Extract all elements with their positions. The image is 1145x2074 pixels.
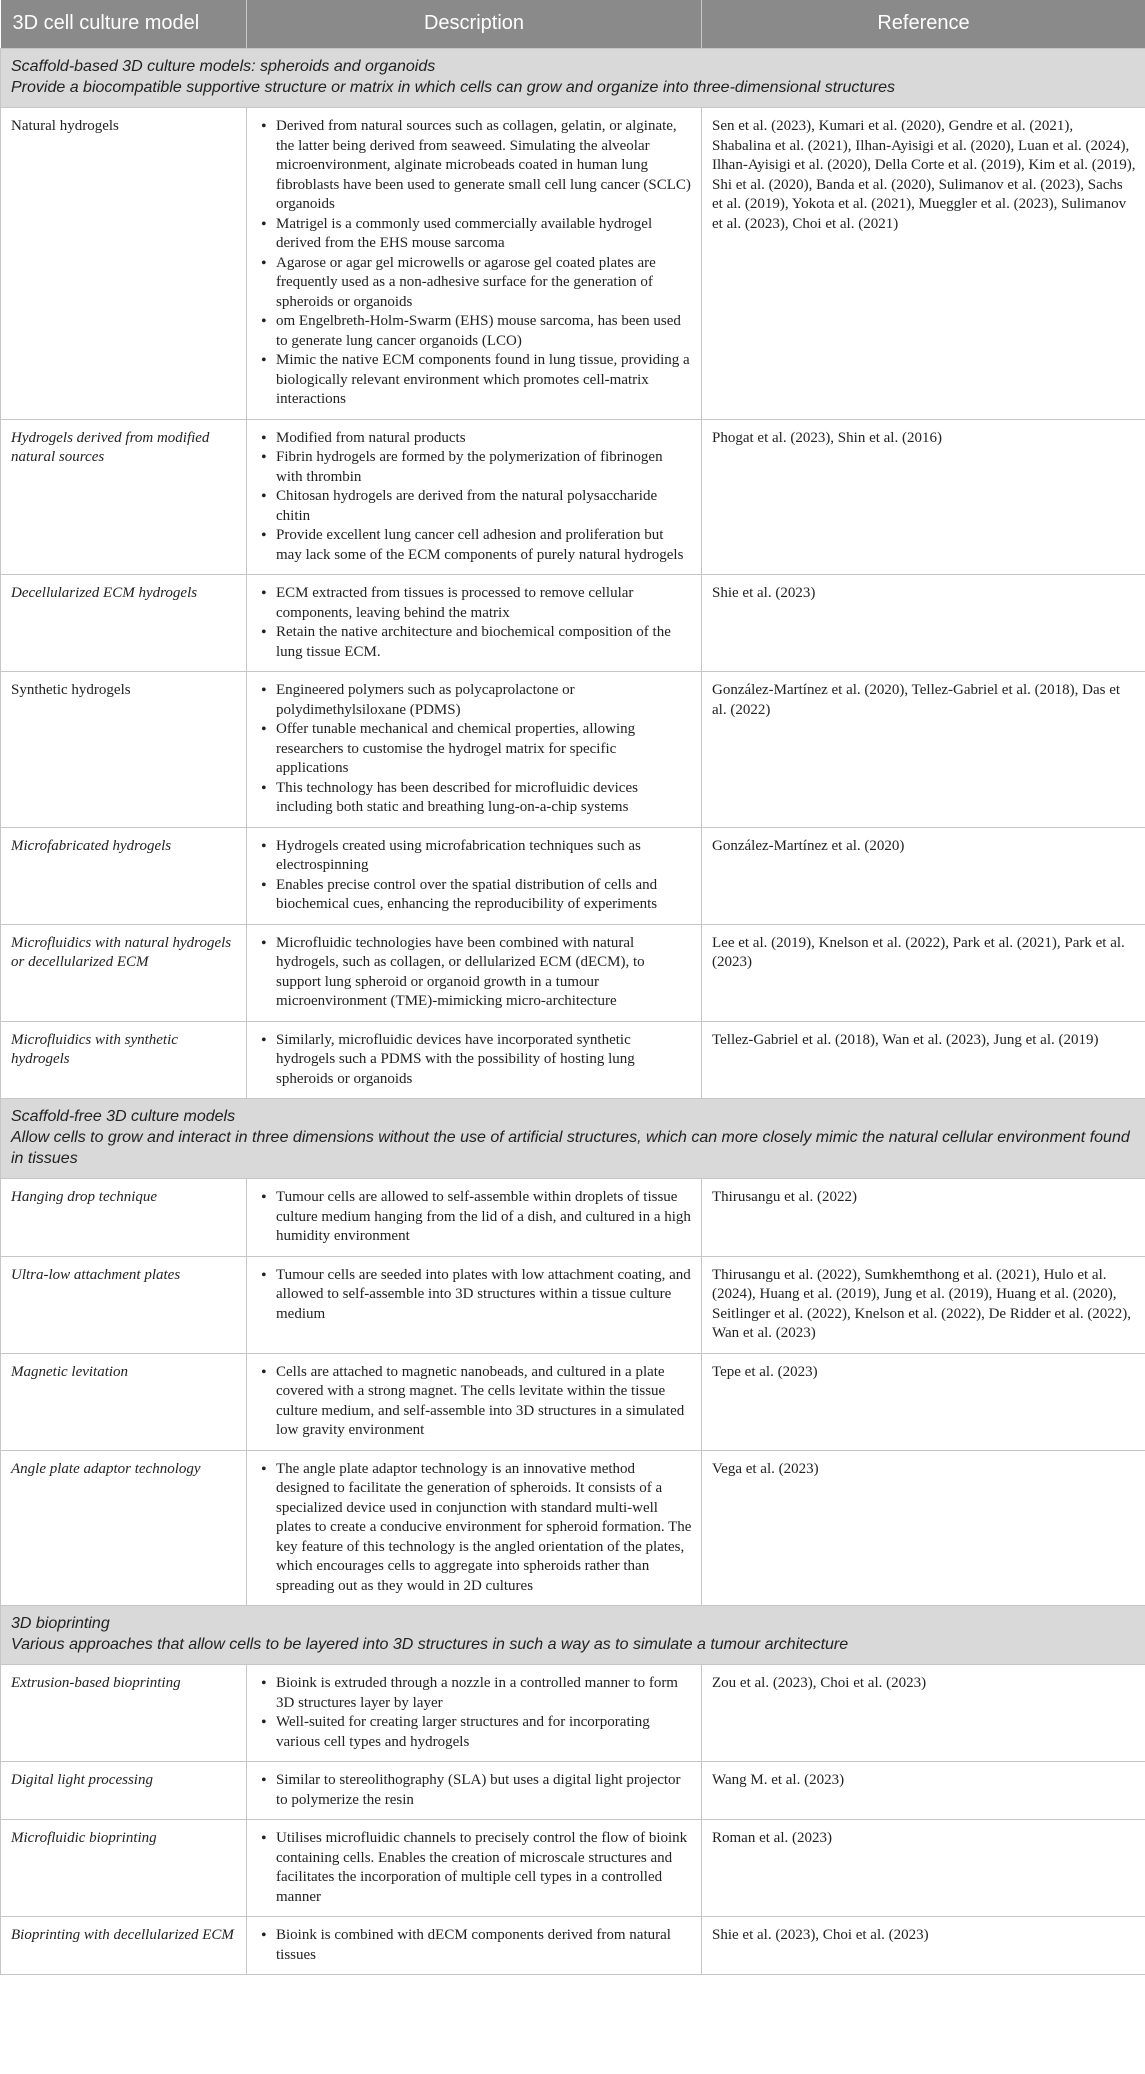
bullet-item: • Tumour cells are allowed to self-assemble within droplets of tissue culture medium hanging from the lid of a dish, and cultured in a high humidity environment (261, 1188, 692, 1247)
model-name: Synthetic hydrogels (1, 672, 247, 828)
table-row (1, 108, 1145, 420)
bullet-item: • Retain the native architecture and biochemical composition of the lung tissue ECM. (261, 623, 692, 662)
model-name: Hanging drop technique (1, 1179, 247, 1257)
description-cell (247, 827, 702, 924)
table-body (1, 49, 1145, 1975)
section-header (1, 49, 1145, 108)
table-row (1, 1762, 1145, 1820)
bullet-list (259, 1926, 692, 1965)
reference-cell: Lee et al. (2019), Knelson et al. (2022), Park et al. (2021), Park et al. (2023) (702, 924, 1145, 1021)
reference-cell: Vega et al. (2023) (702, 1450, 1145, 1606)
description-cell (247, 1665, 702, 1762)
bullet-item: • Cells are attached to magnetic nanobeads, and cultured in a plate covered with a strong magnet. The cells levitate within the tissue culture medium, and self-assemble into 3D structures in a simulated low gravity environment (261, 1363, 692, 1441)
bullet-list (259, 934, 692, 1012)
bullet-item: • Bioink is extruded through a nozzle in a controlled manner to form 3D structures layer by layer (261, 1674, 692, 1713)
model-name: Microfluidic bioprinting (1, 1820, 247, 1917)
description-cell (247, 1917, 702, 1975)
bullet-item: • Well-suited for creating larger structures and for incorporating various cell types and hydrogels (261, 1713, 692, 1752)
bullet-item: • Agarose or agar gel microwells or agarose gel coated plates are frequently used as a non-adhesive surface for the generation of spheroids or organoids (261, 254, 692, 313)
model-name: Microfluidics with natural hydrogels or decellularized ECM (1, 924, 247, 1021)
header-model: 3D cell culture model (1, 0, 247, 49)
description-cell (247, 924, 702, 1021)
section-description: Allow cells to grow and interact in three dimensions without the use of artificial structures, which can more closely mimic the natural cellular environment found in tissues (11, 1129, 1130, 1167)
bullet-list (259, 1771, 692, 1810)
header-description: Description (247, 0, 702, 49)
section-header-row (1, 1099, 1145, 1179)
bullet-list (259, 1460, 692, 1597)
header-row (1, 0, 1145, 49)
bullet-item: • Similar to stereolithography (SLA) but uses a digital light projector to polymerize the resin (261, 1771, 692, 1810)
description-cell (247, 1179, 702, 1257)
bullet-item: • Engineered polymers such as polycaprolactone or polydimethylsiloxane (PDMS) (261, 681, 692, 720)
section-header (1, 1099, 1145, 1179)
table-row (1, 1256, 1145, 1353)
description-cell (247, 1353, 702, 1450)
table-row (1, 1917, 1145, 1975)
bullet-item: • Tumour cells are seeded into plates with low attachment coating, and allowed to self-assemble into 3D structures within a tissue culture medium (261, 1266, 692, 1325)
bullet-list (259, 837, 692, 915)
bullet-item: • Similarly, microfluidic devices have incorporated synthetic hydrogels such a PDMS with the possibility of hosting lung spheroids or organoids (261, 1031, 692, 1090)
bullet-item: • Fibrin hydrogels are formed by the polymerization of fibrinogen with thrombin (261, 448, 692, 487)
section-title: 3D bioprinting (11, 1615, 110, 1632)
description-cell (247, 1021, 702, 1099)
reference-cell: González-Martínez et al. (2020) (702, 827, 1145, 924)
reference-cell: Roman et al. (2023) (702, 1820, 1145, 1917)
bullet-list (259, 1031, 692, 1090)
bullet-list (259, 1829, 692, 1907)
bullet-item: • Provide excellent lung cancer cell adhesion and proliferation but may lack some of the ECM components of purely natural hydrogels (261, 526, 692, 565)
bullet-item: • The angle plate adaptor technology is an innovative method designed to facilitate the generation of spheroids. It consists of a specialized device used in conjunction with standard multi-well plates to create a conducive environment for spheroid formation. The key feature of this technology is the angled orientation of the plates, which encourages cells to aggregate into spheroids rather than spreading out as they would in 2D cultures (261, 1460, 692, 1597)
section-title: Scaffold-free 3D culture models (11, 1108, 236, 1125)
bullet-item: • Matrigel is a commonly used commercially available hydrogel derived from the EHS mouse sarcoma (261, 215, 692, 254)
reference-cell: Zou et al. (2023), Choi et al. (2023) (702, 1665, 1145, 1762)
table-row (1, 1665, 1145, 1762)
bullet-list (259, 584, 692, 662)
reference-cell: Phogat et al. (2023), Shin et al. (2016) (702, 419, 1145, 575)
reference-cell: Tepe et al. (2023) (702, 1353, 1145, 1450)
model-name: Extrusion-based bioprinting (1, 1665, 247, 1762)
reference-cell: González-Martínez et al. (2020), Tellez-Gabriel et al. (2018), Das et al. (2022) (702, 672, 1145, 828)
bullet-list (259, 1363, 692, 1441)
reference-cell: Sen et al. (2023), Kumari et al. (2020), Gendre et al. (2021), Shabalina et al. (2021), Ilhan-Ayisigi et al. (2020), Luan et al. (2024), Ilhan-Ayisigi et al. (2020), Della Corte et al. (2019), Kim et al. (2019), Shi et al. (2020), Banda et al. (2020), Sulimanov et al. (2023), Sachs et al. (2019), Yokota et al. (2021), Mueggler et al. (2023), Sulimanov et al. (2023), Choi et al. (2021) (702, 108, 1145, 420)
section-description: Various approaches that allow cells to be layered into 3D structures in such a way as to simulate a tumour architecture (11, 1636, 849, 1653)
section-header-row (1, 49, 1145, 108)
description-cell (247, 1256, 702, 1353)
section-header-row (1, 1606, 1145, 1665)
model-name: Hydrogels derived from modified natural sources (1, 419, 247, 575)
table-row (1, 672, 1145, 828)
reference-cell: Tellez-Gabriel et al. (2018), Wan et al. (2023), Jung et al. (2019) (702, 1021, 1145, 1099)
header-reference: Reference (702, 0, 1145, 49)
reference-cell: Wang M. et al. (2023) (702, 1762, 1145, 1820)
bullet-item: • Enables precise control over the spatial distribution of cells and biochemical cues, enhancing the reproducibility of experiments (261, 876, 692, 915)
reference-cell: Shie et al. (2023), Choi et al. (2023) (702, 1917, 1145, 1975)
bullet-item: • Hydrogels created using microfabrication techniques such as electrospinning (261, 837, 692, 876)
description-cell (247, 1820, 702, 1917)
description-cell (247, 575, 702, 672)
model-name: Bioprinting with decellularized ECM (1, 1917, 247, 1975)
model-name: Digital light processing (1, 1762, 247, 1820)
table-row (1, 575, 1145, 672)
bullet-item: • Bioink is combined with dECM components derived from natural tissues (261, 1926, 692, 1965)
model-name: Natural hydrogels (1, 108, 247, 420)
description-cell (247, 672, 702, 828)
bullet-list (259, 429, 692, 566)
reference-cell: Shie et al. (2023) (702, 575, 1145, 672)
table-row (1, 1179, 1145, 1257)
table-row (1, 924, 1145, 1021)
table-row (1, 1820, 1145, 1917)
bullet-list (259, 1266, 692, 1325)
model-name: Microfabricated hydrogels (1, 827, 247, 924)
reference-cell: Thirusangu et al. (2022), Sumkhemthong et al. (2021), Hulo et al. (2024), Huang et al. (2019), Jung et al. (2019), Huang et al. (2020), Seitlinger et al. (2022), Knelson et al. (2022), De Ridder et al. (2022), Wan et al. (2023) (702, 1256, 1145, 1353)
bullet-item: • This technology has been described for microfluidic devices including both static and breathing lung-on-a-chip systems (261, 779, 692, 818)
bullet-list (259, 1674, 692, 1752)
reference-cell: Thirusangu et al. (2022) (702, 1179, 1145, 1257)
model-name: Angle plate adaptor technology (1, 1450, 247, 1606)
bullet-item: • Chitosan hydrogels are derived from the natural polysaccharide chitin (261, 487, 692, 526)
bullet-item: • Derived from natural sources such as collagen, gelatin, or alginate, the latter being derived from seaweed. Simulating the alveolar microenvironment, alginate microbeads coated in human lung fibroblasts have been used to generate small cell lung cancer (SCLC) organoids (261, 117, 692, 215)
bullet-list (259, 117, 692, 410)
model-name: Magnetic levitation (1, 1353, 247, 1450)
bullet-item: • Mimic the native ECM components found in lung tissue, providing a biologically relevant environment which promotes cell-matrix interactions (261, 351, 692, 410)
bullet-list (259, 681, 692, 818)
description-cell (247, 419, 702, 575)
bullet-item: • Modified from natural products (261, 429, 692, 449)
description-cell (247, 108, 702, 420)
bullet-item: • om Engelbreth-Holm-Swarm (EHS) mouse sarcoma, has been used to generate lung cancer organoids (LCO) (261, 312, 692, 351)
table-row (1, 1021, 1145, 1099)
section-description: Provide a biocompatible supportive structure or matrix in which cells can grow and organize into three-dimensional structures (11, 79, 895, 96)
table-row (1, 1353, 1145, 1450)
bullet-item: • Microfluidic technologies have been combined with natural hydrogels, such as collagen, or dellularized ECM (dECM), to support lung spheroid or organoid growth in a tumour microenvironment (TME)-mimicking micro-architecture (261, 934, 692, 1012)
table-row (1, 827, 1145, 924)
description-cell (247, 1762, 702, 1820)
section-title: Scaffold-based 3D culture models: spheroids and organoids (11, 58, 436, 75)
table-row (1, 1450, 1145, 1606)
model-name: Decellularized ECM hydrogels (1, 575, 247, 672)
bullet-item: • ECM extracted from tissues is processed to remove cellular components, leaving behind the matrix (261, 584, 692, 623)
model-name: Microfluidics with synthetic hydrogels (1, 1021, 247, 1099)
bullet-item: • Offer tunable mechanical and chemical properties, allowing researchers to customise the hydrogel matrix for specific applications (261, 720, 692, 779)
table-row (1, 419, 1145, 575)
bullet-list (259, 1188, 692, 1247)
model-name: Ultra-low attachment plates (1, 1256, 247, 1353)
description-cell (247, 1450, 702, 1606)
bullet-item: • Utilises microfluidic channels to precisely control the flow of bioink containing cells. Enables the creation of microscale structures and facilitates the incorporation of multiple cell types in a controlled manner (261, 1829, 692, 1907)
section-header (1, 1606, 1145, 1665)
